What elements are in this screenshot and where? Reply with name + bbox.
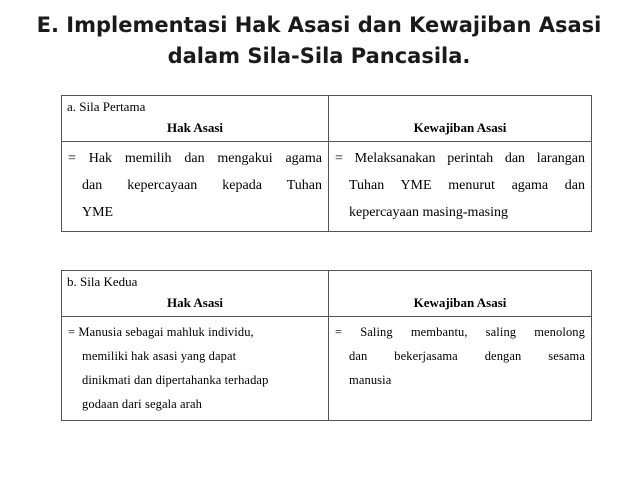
empty-header-cell xyxy=(329,96,592,116)
header-kewajiban-asasi-cell xyxy=(329,115,592,142)
section-label: b. Sila Kedua xyxy=(67,274,138,289)
header-kewajiban-asasi-cell xyxy=(329,290,592,317)
text-line: = Hak memilih dan mengakui agama xyxy=(68,151,322,166)
text-line: dan kepercayaan kepada Tuhan xyxy=(82,178,322,193)
text-line: = Saling membantu, saling menolong xyxy=(335,325,585,339)
header-hak-asasi-cell xyxy=(62,115,329,142)
text-line: = Manusia sebagai mahluk individu, xyxy=(68,325,254,339)
empty-header-cell xyxy=(329,271,592,291)
sila-kedua-table xyxy=(61,270,592,421)
kewajiban-asasi-cell xyxy=(329,317,592,421)
text-line: dinikmati dan dipertahanka terhadap xyxy=(82,373,269,387)
hak-asasi-text xyxy=(62,142,328,226)
title-line-1: E. Implementasi Hak Asasi dan Kewajiban Asasi xyxy=(36,13,602,37)
kewajiban-asasi-text xyxy=(329,317,591,392)
hak-asasi-text xyxy=(62,317,328,416)
text-line: YME xyxy=(82,205,114,220)
hak-asasi-cell xyxy=(62,317,329,421)
text-line: kepercayaan masing-masing xyxy=(349,205,508,220)
text-line: godaan dari segala arah xyxy=(82,397,202,411)
kewajiban-asasi-text xyxy=(329,142,591,226)
title-line-2: dalam Sila-Sila Pancasila. xyxy=(167,44,471,68)
kewajiban-asasi-cell xyxy=(329,142,592,232)
section-label-cell xyxy=(62,271,329,291)
header-kewajiban-asasi: Kewajiban Asasi xyxy=(413,295,507,310)
text-line: = Melaksanakan perintah dan larangan xyxy=(335,151,585,166)
header-hak-asasi-cell xyxy=(62,290,329,317)
header-hak-asasi: Hak Asasi xyxy=(167,295,223,310)
text-line: manusia xyxy=(349,373,392,387)
hak-asasi-cell xyxy=(62,142,329,232)
slide-title xyxy=(0,10,638,72)
text-line: dan bekerjasama dengan sesama xyxy=(349,349,585,363)
header-hak-asasi: Hak Asasi xyxy=(167,120,223,135)
section-label: a. Sila Pertama xyxy=(67,99,146,114)
text-line: memiliki hak asasi yang dapat xyxy=(82,349,237,363)
section-label-cell xyxy=(62,96,329,116)
header-kewajiban-asasi: Kewajiban Asasi xyxy=(413,120,507,135)
text-line: Tuhan YME menurut agama dan xyxy=(349,178,585,193)
sila-pertama-table xyxy=(61,95,592,232)
